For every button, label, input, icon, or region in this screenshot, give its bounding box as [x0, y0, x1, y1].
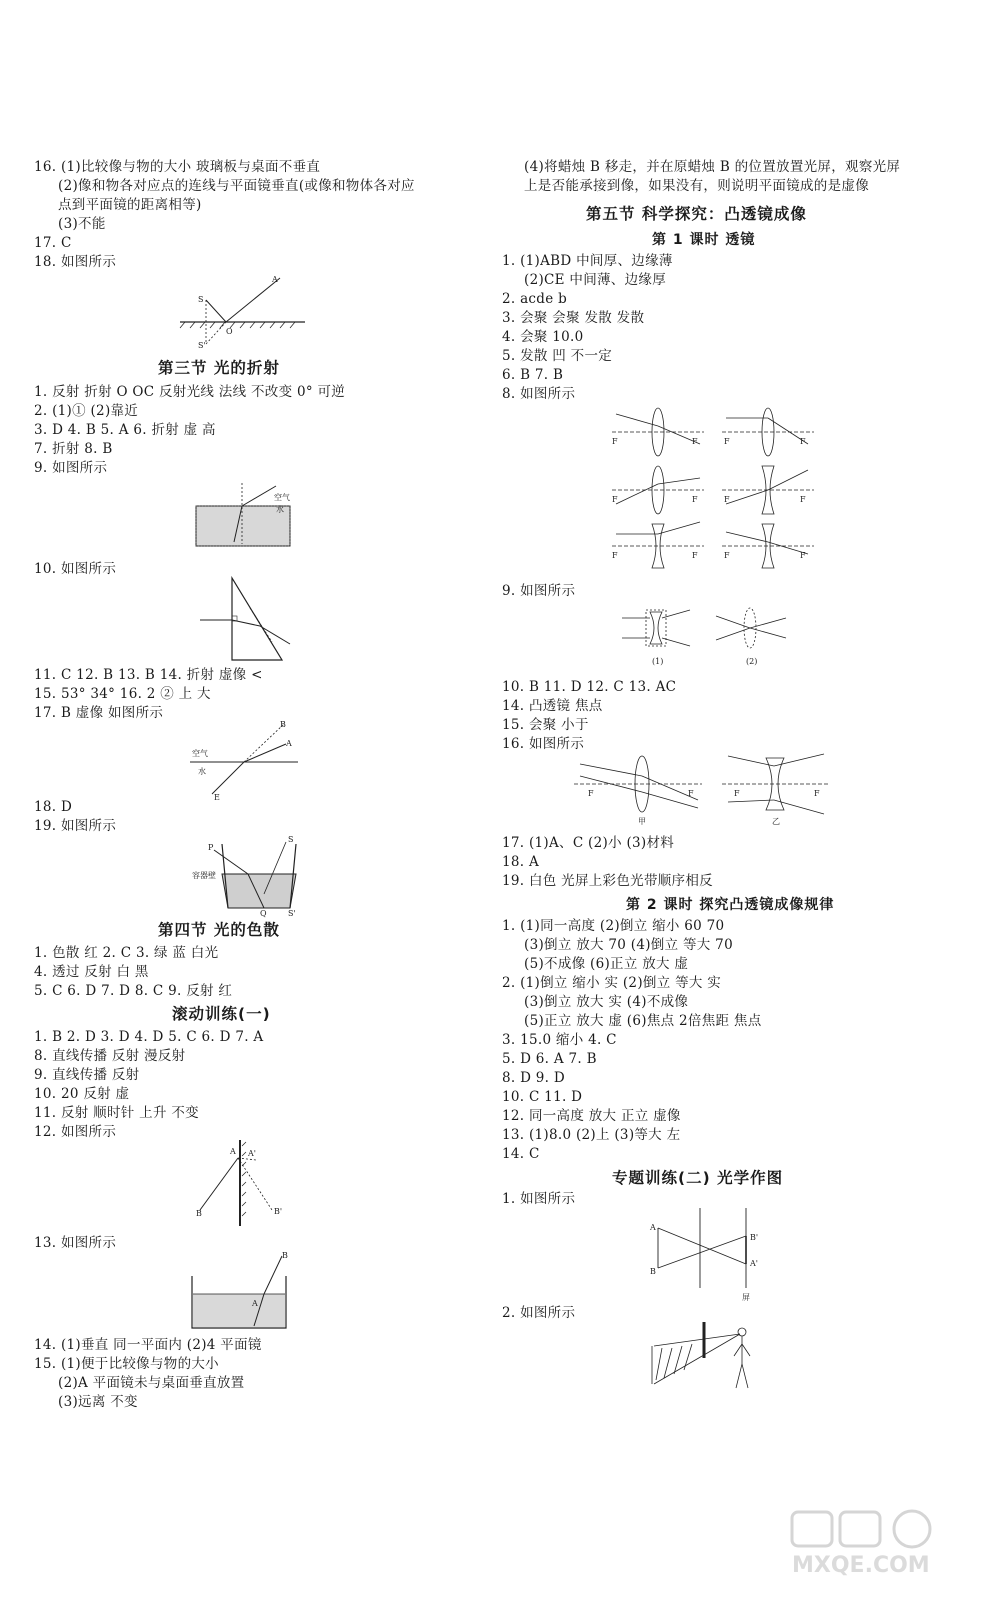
refraction-water-figure [196, 478, 296, 550]
answer-line: (3)远离 不变 [58, 1394, 138, 1410]
answer-line: 16. 如图所示 [502, 736, 585, 752]
answer-line: 14. C [502, 1146, 540, 1162]
answer-line: 18. D [34, 799, 73, 815]
answer-line: 1. 色散 红 2. C 3. 绿 蓝 白光 [34, 945, 219, 961]
svg-text:A: A [650, 1223, 656, 1232]
answer-line: 9. 如图所示 [502, 583, 576, 599]
answer-line: 4. 透过 反射 白 黑 [34, 964, 149, 980]
answer-line: 3. 会聚 会聚 发散 发散 [502, 310, 645, 326]
answer-line: 点到平面镜的距离相等) [58, 197, 202, 213]
answer-line: 19. 白色 光屏上彩色光带顺序相反 [502, 873, 713, 889]
answer-line: 上是否能承接到像，如果没有，则说明平面镜成的是虚像 [524, 178, 869, 194]
svg-text:A: A [230, 1147, 236, 1156]
answer-line: (2)A 平面镜未与桌面垂直放置 [58, 1375, 245, 1391]
water-label: 水 [276, 505, 284, 514]
svg-text:A': A' [750, 1259, 758, 1268]
answer-line: 7. 折射 8. B [34, 441, 113, 457]
answer-line: (2)CE 中间薄、边缘厚 [524, 272, 666, 288]
answer-line: (3)倒立 放大 70 (4)倒立 等大 70 [524, 937, 733, 953]
answer-line: (2)像和物各对应点的连线与平面镜垂直(或像和物体各对应 [58, 178, 415, 194]
svg-text:F: F [612, 495, 618, 504]
answer-line: 6. B 7. B [502, 367, 564, 383]
answer-line: (3)不能 [58, 216, 106, 232]
answer-line: 3. 15.0 缩小 4. C [502, 1032, 617, 1048]
panel-label: (2) [746, 657, 758, 666]
answer-line: 2. (1)倒立 缩小 实 (2)倒立 等大 实 [502, 975, 722, 991]
svg-text:F: F [692, 495, 698, 504]
answer-line: (5)不成像 (6)正立 放大 虚 [524, 956, 689, 972]
mirror-reflection-figure [180, 272, 310, 352]
answer-line: 15. (1)便于比较像与物的大小 [34, 1356, 219, 1372]
svg-text:F: F [814, 789, 820, 798]
section-title: 专题训练(二) 光学作图 [612, 1169, 784, 1187]
answer-line: 10. B 11. D 12. C 13. AC [502, 679, 677, 695]
svg-text:B': B' [750, 1233, 759, 1242]
answer-line: 2. acde b [502, 291, 568, 307]
answer-line: 5. C 6. D 7. D 8. C 9. 反射 红 [34, 983, 233, 999]
air-water-refraction-figure [190, 722, 302, 802]
watermark-logo [782, 1510, 982, 1580]
answer-line: 17. B 虚像 如图所示 [34, 705, 164, 721]
answer-line: 3. D 4. B 5. A 6. 折射 虚 高 [34, 422, 216, 438]
svg-text:F: F [734, 789, 740, 798]
screen-label: 屏 [742, 1293, 750, 1302]
svg-text:F: F [800, 551, 806, 560]
svg-text:O: O [226, 327, 233, 336]
lens-box-figure [620, 604, 796, 668]
answer-line: 9. 直线传播 反射 [34, 1067, 140, 1083]
answer-line: 9. 如图所示 [34, 460, 108, 476]
container-label: 容器壁 [192, 871, 216, 880]
panel-label: 乙 [772, 817, 780, 826]
answer-line: 1. 反射 折射 O OC 反射光线 法线 不改变 0° 可逆 [34, 384, 346, 400]
air-label: 空气 [274, 493, 290, 502]
section-title: 第三节 光的折射 [158, 359, 280, 377]
answer-line: 8. 如图所示 [502, 386, 576, 402]
answer-line: (5)正立 放大 虚 (6)焦点 2倍焦距 焦点 [524, 1013, 762, 1029]
answer-line: 2. 如图所示 [502, 1305, 576, 1321]
svg-text:B: B [196, 1209, 202, 1218]
answer-line: 10. 20 反射 虚 [34, 1086, 130, 1102]
answer-line: 11. 反射 顺时针 上升 不变 [34, 1105, 199, 1121]
answer-line: 8. 直线传播 反射 漫反射 [34, 1048, 186, 1064]
svg-text:F: F [692, 551, 698, 560]
answer-line: 5. 发散 凹 不一定 [502, 348, 613, 364]
lesson-title: 第 1 课时 透镜 [652, 232, 756, 248]
svg-text:F: F [692, 437, 698, 446]
water-label: 水 [198, 767, 206, 776]
air-label: 空气 [192, 749, 208, 758]
pinhole-screen-figure [650, 1208, 770, 1302]
svg-text:Q: Q [260, 909, 267, 918]
container-refraction-figure [192, 834, 310, 918]
answer-line: 4. 会聚 10.0 [502, 329, 584, 345]
section-title: 第五节 科学探究：凸透镜成像 [586, 205, 807, 223]
answer-line: 1. 如图所示 [502, 1191, 576, 1207]
svg-text:S: S [198, 295, 204, 304]
answer-line: 1. B 2. D 3. D 4. D 5. C 6. D 7. A [34, 1029, 264, 1045]
answer-line: 17. (1)A、C (2)小 (3)材料 [502, 835, 675, 851]
svg-text:S: S [288, 835, 294, 844]
svg-text:S': S' [288, 909, 296, 918]
answer-line: 18. 如图所示 [34, 254, 117, 270]
answer-line: 15. 53° 34° 16. 2 ② 上 大 [34, 686, 211, 702]
section-title: 滚动训练(一) [172, 1005, 271, 1023]
svg-text:E: E [214, 793, 220, 802]
answer-line: 12. 如图所示 [34, 1124, 117, 1140]
svg-text:F: F [800, 495, 806, 504]
answer-line: 16. (1)比较像与物的大小 玻璃板与桌面不垂直 [34, 159, 321, 175]
watermark-icon [782, 1510, 982, 1580]
answer-line: 10. 如图所示 [34, 561, 117, 577]
answer-line: 2. (1)① (2)靠近 [34, 403, 139, 419]
svg-text:B: B [650, 1267, 656, 1276]
answer-line: 12. 同一高度 放大 正立 虚像 [502, 1108, 681, 1124]
answer-line: 17. C [34, 235, 72, 251]
answer-line: 10. C 11. D [502, 1089, 583, 1105]
svg-text:F: F [612, 551, 618, 560]
svg-text:B: B [280, 720, 286, 729]
answer-line: 19. 如图所示 [34, 818, 117, 834]
svg-text:S': S' [198, 341, 206, 350]
convex-concave-figure [574, 752, 830, 828]
svg-text:F: F [612, 437, 618, 446]
answer-line: 8. D 9. D [502, 1070, 565, 1086]
svg-text:F: F [724, 437, 730, 446]
svg-text:F: F [588, 789, 594, 798]
svg-text:A: A [252, 1299, 258, 1308]
svg-text:B: B [282, 1251, 288, 1260]
panel-label: (1) [652, 657, 664, 666]
svg-text:B': B' [274, 1207, 283, 1216]
panel-label: 甲 [638, 817, 646, 826]
answer-line: 14. (1)垂直 同一平面内 (2)4 平面镜 [34, 1337, 262, 1353]
svg-text:P: P [208, 843, 214, 852]
section-title: 第四节 光的色散 [158, 921, 280, 939]
water-tank-figure [192, 1250, 302, 1334]
wall-shadow-figure [652, 1318, 764, 1396]
answer-line: 14. 凸透镜 焦点 [502, 698, 603, 714]
svg-text:A: A [272, 275, 278, 284]
answer-line: 1. (1)ABD 中间厚、边缘薄 [502, 253, 673, 269]
svg-text:A: A [286, 739, 292, 748]
svg-text:F: F [724, 495, 730, 504]
answer-line: 15. 会聚 小于 [502, 717, 589, 733]
svg-text:MXQE.COM: MXQE.COM [792, 1553, 930, 1578]
answer-line: 18. A [502, 854, 540, 870]
svg-text:F: F [724, 551, 730, 560]
svg-text:F: F [688, 789, 694, 798]
svg-text:F: F [800, 437, 806, 446]
answer-line: 13. 如图所示 [34, 1235, 117, 1251]
answer-line: (4)将蜡烛 B 移走，并在原蜡烛 B 的位置放置光屏，观察光屏 [524, 159, 901, 175]
answer-line: 13. (1)8.0 (2)上 (3)等大 左 [502, 1127, 681, 1143]
mirror-image-figure [190, 1140, 300, 1230]
answer-line: 5. D 6. A 7. B [502, 1051, 597, 1067]
lens-ray-diagrams-figure [612, 404, 822, 576]
answer-line: (3)倒立 放大 实 (4)不成像 [524, 994, 689, 1010]
lesson-title: 第 2 课时 探究凸透镜成像规律 [626, 897, 835, 913]
answer-line: 11. C 12. B 13. B 14. 折射 虚像 < [34, 667, 263, 683]
svg-text:A': A' [248, 1149, 256, 1158]
prism-refraction-figure [196, 576, 296, 664]
answer-line: 1. (1)同一高度 (2)倒立 缩小 60 70 [502, 918, 725, 934]
